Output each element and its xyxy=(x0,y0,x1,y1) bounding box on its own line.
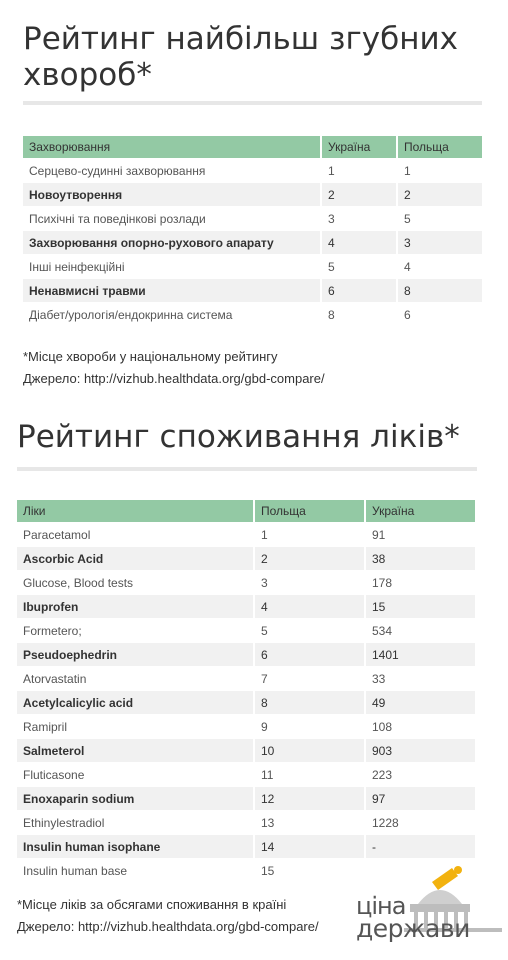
table-row xyxy=(17,691,475,715)
diseases-source: Джерело: http://vizhub.healthdata.org/gbd-compare/ xyxy=(23,371,325,386)
drugs-column-header: Польща xyxy=(254,500,365,523)
table-cell: Salmeterol xyxy=(17,739,254,763)
table-cell: Інші неінфекційні xyxy=(23,255,321,279)
table-cell: 2 xyxy=(397,183,482,207)
table-cell: 108 xyxy=(365,715,475,739)
logo-word-tsina: ціна xyxy=(356,892,406,920)
table-cell: 5 xyxy=(397,207,482,231)
table-cell: Enoxaparin sodium xyxy=(17,787,254,811)
table-cell: Захворювання опорно-рухового апарату xyxy=(23,231,321,255)
table-cell: 8 xyxy=(321,303,397,327)
table-cell: 178 xyxy=(365,571,475,595)
diseases-table-body xyxy=(23,159,482,327)
table-cell: 1228 xyxy=(365,811,475,835)
table-cell: - xyxy=(365,835,475,859)
table-row xyxy=(17,547,475,571)
table-cell: 13 xyxy=(254,811,365,835)
drugs-title: Рейтинг споживання ліків* xyxy=(17,419,460,455)
table-cell: 903 xyxy=(365,739,475,763)
diseases-title: Рейтинг найбільш згубних хвороб* xyxy=(23,21,458,93)
diseases-column-header: Польща xyxy=(397,136,482,159)
table-cell: Atorvastatin xyxy=(17,667,254,691)
table-cell: Діабет/урологія/ендокринна система xyxy=(23,303,321,327)
table-row xyxy=(17,763,475,787)
drugs-header-row xyxy=(17,500,475,523)
table-row xyxy=(17,619,475,643)
table-cell: 5 xyxy=(321,255,397,279)
diseases-table xyxy=(23,136,482,326)
table-cell: Insulin human base xyxy=(17,859,254,883)
table-cell: 223 xyxy=(365,763,475,787)
table-cell: Ненавмисні травми xyxy=(23,279,321,303)
table-cell: Ibuprofen xyxy=(17,595,254,619)
table-cell: 2 xyxy=(254,547,365,571)
table-cell: Психічні та поведінкові розлади xyxy=(23,207,321,231)
table-cell: 6 xyxy=(397,303,482,327)
table-cell: Серцево-судинні захворювання xyxy=(23,159,321,183)
drugs-source: Джерело: http://vizhub.healthdata.org/gbd-compare/ xyxy=(17,919,319,934)
logo-word-derzhavy: держави xyxy=(356,914,470,943)
table-row xyxy=(23,303,482,327)
diseases-table-header xyxy=(23,136,482,159)
table-row xyxy=(23,279,482,303)
table-row xyxy=(23,183,482,207)
table-row xyxy=(17,835,475,859)
table-cell: Ramipril xyxy=(17,715,254,739)
table-cell: Ethinylestradiol xyxy=(17,811,254,835)
table-cell: 91 xyxy=(365,523,475,547)
diseases-footnote: *Місце хвороби у національному рейтингу xyxy=(23,349,278,364)
table-cell: 38 xyxy=(365,547,475,571)
diseases-title-rule xyxy=(23,101,482,105)
drugs-table xyxy=(17,500,475,882)
table-row xyxy=(23,159,482,183)
table-cell: 5 xyxy=(254,619,365,643)
diseases-note xyxy=(23,346,325,390)
table-cell: Acetylcalicylic acid xyxy=(17,691,254,715)
table-cell: 33 xyxy=(365,667,475,691)
table-row xyxy=(23,231,482,255)
table-cell: Glucose, Blood tests xyxy=(17,571,254,595)
table-row xyxy=(17,715,475,739)
table-row xyxy=(17,667,475,691)
table-cell: 15 xyxy=(254,859,365,883)
table-cell: 1 xyxy=(254,523,365,547)
table-row xyxy=(17,643,475,667)
table-cell: 4 xyxy=(397,255,482,279)
table-cell: 6 xyxy=(321,279,397,303)
table-row xyxy=(17,523,475,547)
table-cell: 1 xyxy=(321,159,397,183)
table-cell: Fluticasone xyxy=(17,763,254,787)
drugs-table-header xyxy=(17,500,475,523)
diseases-column-header: Україна xyxy=(321,136,397,159)
table-cell: Новоутворення xyxy=(23,183,321,207)
drugs-column-header: Ліки xyxy=(17,500,254,523)
table-row xyxy=(17,787,475,811)
table-row xyxy=(17,739,475,763)
drugs-column-header: Україна xyxy=(365,500,475,523)
tsina-derzhavy-logo xyxy=(340,862,505,954)
table-cell: 1 xyxy=(397,159,482,183)
table-cell: 3 xyxy=(397,231,482,255)
table-row xyxy=(23,255,482,279)
drugs-title-rule xyxy=(17,467,477,471)
table-cell: 4 xyxy=(321,231,397,255)
table-cell: 1401 xyxy=(365,643,475,667)
drugs-table-body xyxy=(17,523,475,883)
table-cell: Paracetamol xyxy=(17,523,254,547)
table-row xyxy=(17,571,475,595)
table-cell: Ascorbic Acid xyxy=(17,547,254,571)
table-cell: 10 xyxy=(254,739,365,763)
table-cell: 11 xyxy=(254,763,365,787)
table-cell: Insulin human isophane xyxy=(17,835,254,859)
table-cell: Formetero; xyxy=(17,619,254,643)
table-cell: Pseudoephedrin xyxy=(17,643,254,667)
table-cell: 8 xyxy=(254,691,365,715)
table-cell: 6 xyxy=(254,643,365,667)
table-row xyxy=(17,595,475,619)
table-cell: 49 xyxy=(365,691,475,715)
table-cell: 8 xyxy=(397,279,482,303)
table-cell: 15 xyxy=(365,595,475,619)
drugs-note xyxy=(17,894,319,938)
table-cell: 12 xyxy=(254,787,365,811)
table-row xyxy=(23,207,482,231)
table-cell: 2 xyxy=(321,183,397,207)
table-cell: 7 xyxy=(254,667,365,691)
table-cell: 534 xyxy=(365,619,475,643)
table-cell: 3 xyxy=(321,207,397,231)
table-cell: 14 xyxy=(254,835,365,859)
table-cell: 97 xyxy=(365,787,475,811)
table-cell: 9 xyxy=(254,715,365,739)
drugs-footnote: *Місце ліків за обсягами споживання в країні xyxy=(17,897,287,912)
diseases-header-row xyxy=(23,136,482,159)
table-cell: 4 xyxy=(254,595,365,619)
table-cell: 3 xyxy=(254,571,365,595)
table-row xyxy=(17,811,475,835)
diseases-column-header: Захворювання xyxy=(23,136,321,159)
